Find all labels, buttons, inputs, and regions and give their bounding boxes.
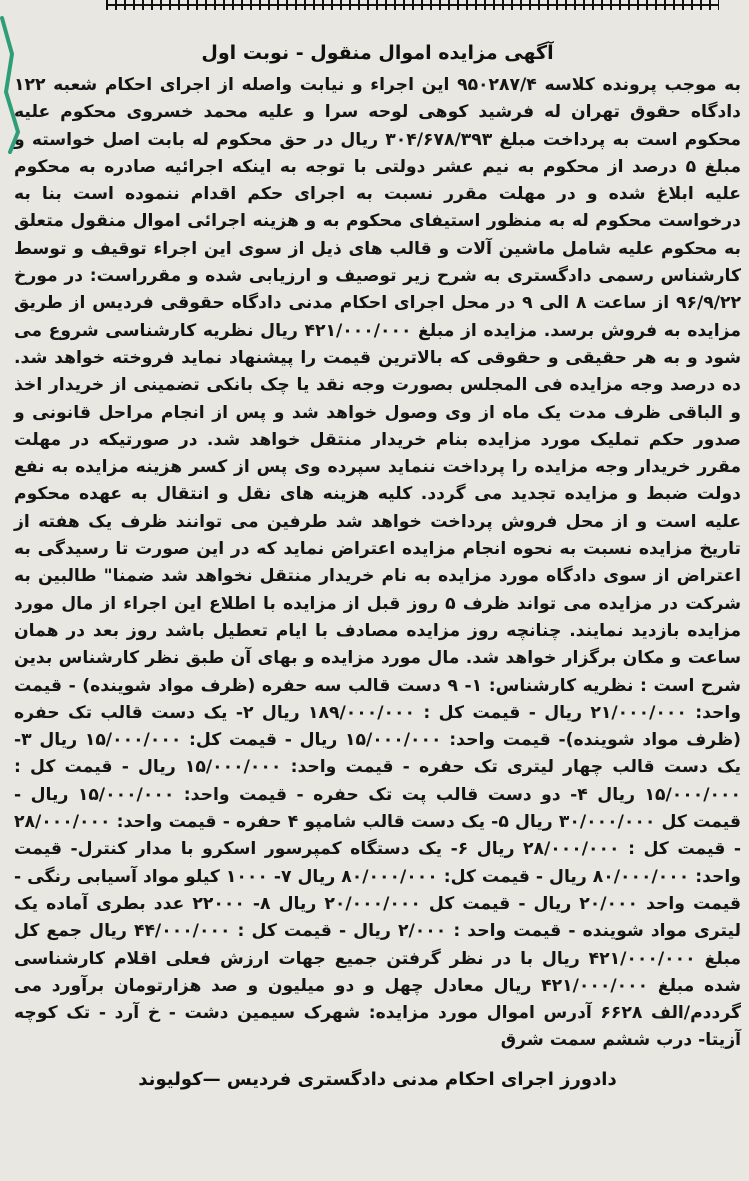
top-decorative-rule	[106, 4, 719, 20]
notice-body: به موجب پرونده کلاسه ۹۵۰۲۸۷/۴ این اجراء و نیابت واصله از اجرای احکام شعبه ۱۲۲ دادگاه حقوق تهران له فرشید کوهی لوحه سرا و علیه محمد خسروی محکوم علیه محکوم است به پرداخت مبلغ ۳۰۴/۶۷۸/۳۹۳ ریال در حق محکوم له بابت اصل خواسته و مبلغ ۵ درصد از محکوم به نیم عشر دولتی با توجه به اینکه اجرائیه صادره به محکوم علیه ابلاغ شده و در مهلت مقرر نسبت به اجرای حکم اقدام ننموده است بنا به درخواست محکوم له به منظور استیفای محکوم به و هزینه اجرائی اموال منقول متعلق به محکوم علیه شامل ماشین آلات و قالب های ذیل از سوی این اجراء توقیف و توسط کارشناس رسمی دادگستری به شرح زیر توصیف و ارزیابی شده و مقرراست: در مورخ ۹۶/۹/۲۲ از ساعت ۸ الی ۹ در محل اجرای احکام مدنی دادگاه حقوقی فردیس از طریق مزایده به فروش برسد. مزایده از مبلغ ۴۲۱/۰۰۰/۰۰۰ ریال نظریه کارشناسی شروع می شود و به هر حقیقی و حقوقی که بالاترین قیمت را پیشنهاد نماید فروخته خواهد شد. ده درصد وجه مزایده فی المجلس بصورت وجه نقد یا چک بانکی تضمینی از خریدار اخذ و الباقی ظرف مدت یک ماه از وی وصول خواهد شد و پس از انجام مراحل قانونی و صدور حکم تملیک مورد مزایده بنام خریدار منتقل خواهد شد. در صورتیکه در مهلت مقرر خریدار وجه مزایده را پرداخت ننماید سپرده وی پس از کسر هزینه مزایده به نفع دولت ضبط و مزایده تجدید می گردد. کلیه هزینه های نقل و انتقال به عهده محکوم علیه است و از محل فروش پرداخت خواهد شد طرفین می توانند ظرف یک هفته از تاریخ مزایده نسبت به نحوه انجام مزایده اعتراض نماید که در این صورت تا رسیدگی به اعتراض از سوی دادگاه مورد مزایده به نام خریدار منتقل نخواهد شد ضمنا" طالبین به شرکت در مزایده می تواند ظرف ۵ روز قبل از مزایده با اطلاع این اجراء از مال مورد مزایده بازدید نمایند. چنانچه روز مزایده مصادف با ایام تعطیل باشد روز بعد در همان ساعت و مکان برگزار خواهد شد. مال مورد مزایده و بهای آن طبق نظر کارشناس بدین شرح است : نظریه کارشناس: ۱- ۹ دست قالب سه حفره (ظرف مواد شوینده) - قیمت واحد: ۲۱/۰۰۰/۰۰۰ ریال - قیمت کل : ۱۸۹/۰۰۰/۰۰۰ ریال ۲- یک دست قالب تک حفره (ظرف مواد شوینده)- قیمت واحد: ۱۵/۰۰۰/۰۰۰ ریال - قیمت کل: ۱۵/۰۰۰/۰۰۰ ریال ۳- یک دست قالب چهار لیتری تک حفره - قیمت واحد: ۱۵/۰۰۰/۰۰۰ ریال - قیمت کل : ۱۵/۰۰۰/۰۰۰ ریال ۴- دو دست قالب پت تک حفره - قیمت واحد: ۱۵/۰۰۰/۰۰۰ ریال - قیمت کل ۳۰/۰۰۰/۰۰۰ ریال ۵- یک دست قالب شامپو ۴ حفره - قیمت واحد: ۲۸/۰۰۰/۰۰۰ - قیمت کل : ۲۸/۰۰۰/۰۰۰ ریال ۶- یک دستگاه کمپرسور اسکرو با مدار کنترل- قیمت واحد: ۸۰/۰۰۰/۰۰۰ ریال - قیمت کل: ۸۰/۰۰۰/۰۰۰ ریال ۷- ۱۰۰۰ کیلو مواد آسیابی رنگی - قیمت واحد ۲۰/۰۰۰ ریال - قیمت کل ۲۰/۰۰۰/۰۰۰ ریال ۸- ۲۲۰۰۰ عدد بطری آماده یک لیتری مواد شوینده - قیمت واحد : ۲/۰۰۰ ریال - قیمت کل : ۴۴/۰۰۰/۰۰۰ ریال جمع کل مبلغ ۴۲۱/۰۰۰/۰۰۰ ریال با در نظر گرفتن جمیع جهات ارزش فعلی اقلام کارشناسی شده مبلغ ۴۲۱/۰۰۰/۰۰۰ ریال معادل چهل و دو میلیون و صد هزارتومان برآورد می گرددم/الف ۶۶۲۸ آدرس اموال مورد مزایده: شهرک سیمین دشت - خ آرد - تک کوچه آزیتا- درب ششم سمت شرق	[14, 75, 742, 1051]
newspaper-clipping	[0, 4, 749, 1181]
notice-title: آگهی مزایده اموال منقول - نوبت اول	[201, 42, 554, 64]
green-pen-mark-icon	[0, 14, 34, 154]
notice-signature: دادورز اجرای احکام مدنی دادگستری فردیس —کولیوند	[138, 1068, 617, 1090]
